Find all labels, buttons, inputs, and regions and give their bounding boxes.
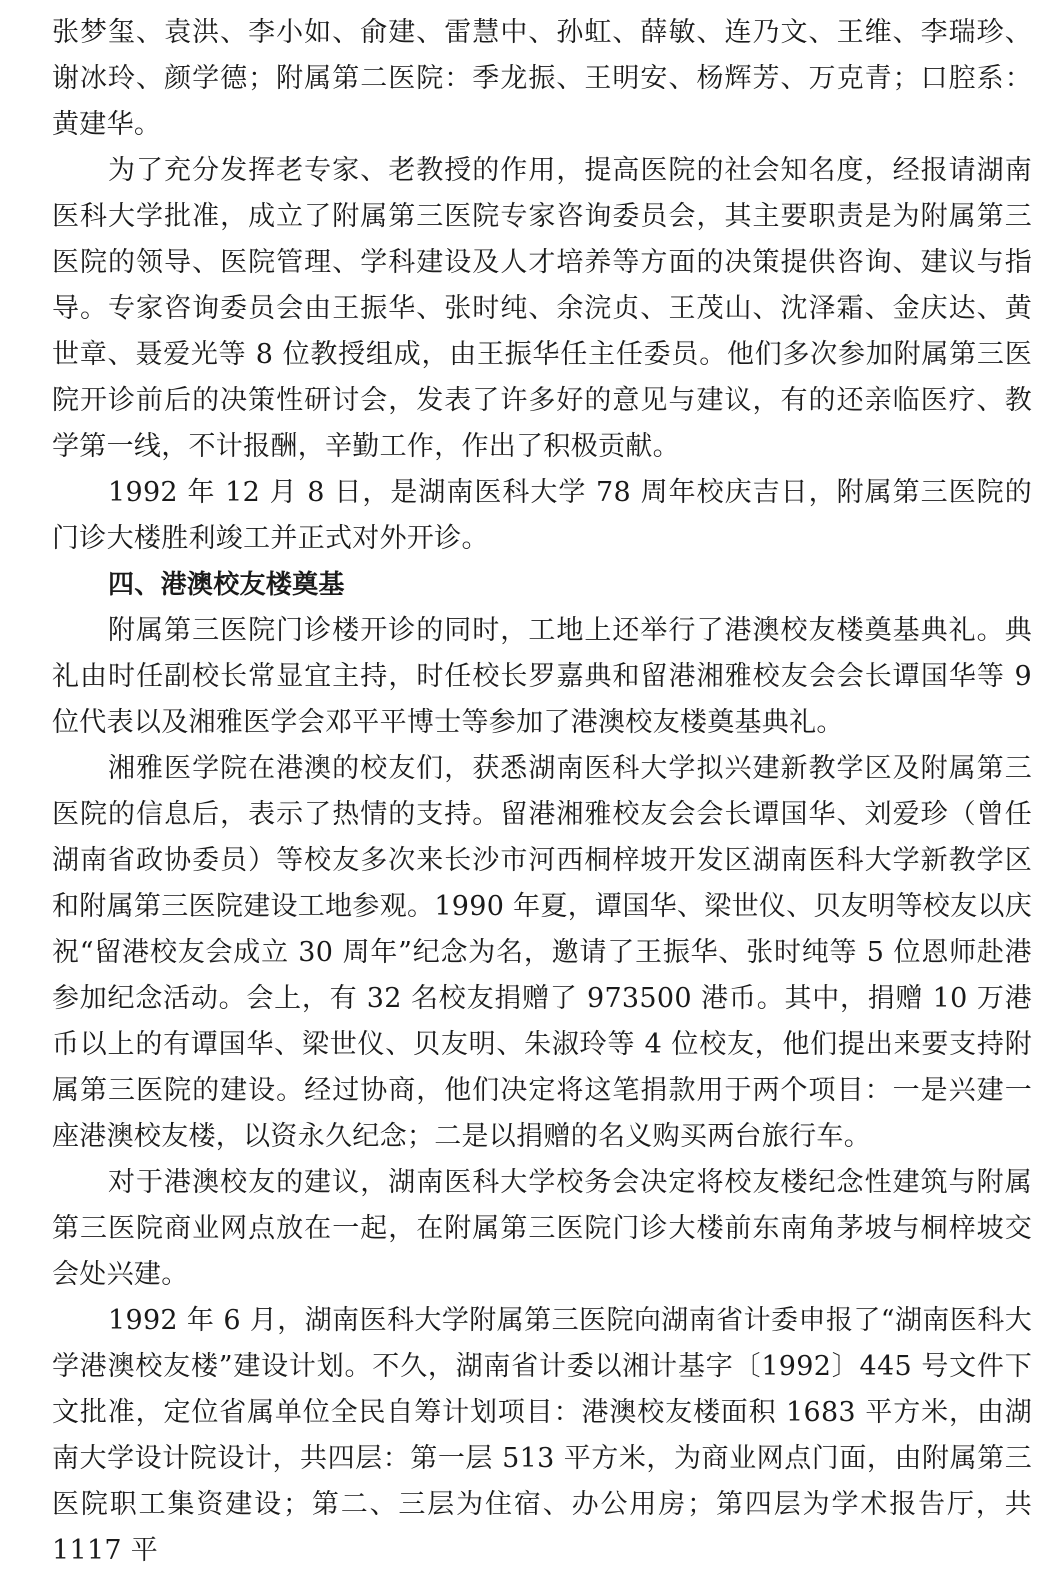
- paragraph-opening-date: 1992 年 12 月 8 日，是湖南医科大学 78 周年校庆吉日，附属第三医院的门诊大楼胜利竣工并正式对外开诊。: [52, 477, 1032, 554]
- paragraph-building-decision: 对于港澳校友的建议，湖南医科大学校务会决定将校友楼纪念性建筑与附属第三医院商业网点放在一起，在附属第三医院门诊大楼前东南角茅坡与桐梓坡交会处兴建。: [52, 1167, 1032, 1290]
- paragraph-construction-plan: 1992 年 6 月，湖南医科大学附属第三医院向湖南省计委申报了“湖南医科大学港澳校友楼”建设计划。不久，湖南省计委以湘计基字〔1992〕445 号文件下文批准，定位省属单位全民自筹计划项目：港澳校友楼面积 1683 平方米，由湖南大学设计院设计，共四层：第一层 513 平方米，为商业网点门面，由附属第三医院职工集资建设；第二、三层为住宿、办公用房；第四层为学术报告厅，共 1117 平: [52, 1305, 1032, 1566]
- paragraph-expert-committee: 为了充分发挥老专家、老教授的作用，提高医院的社会知名度，经报请湖南医科大学批准，成立了附属第三医院专家咨询委员会，其主要职责是为附属第三医院的领导、医院管理、学科建设及人才培养等方面的决策提供咨询、建议与指导。专家咨询委员会由王振华、张时纯、余浣贞、王茂山、沈泽霜、金庆达、黄世章、聂爱光等 8 位教授组成，由王振华任主任委员。他们多次参加附属第三医院开诊前后的决策性研讨会，发表了许多好的意见与建议，有的还亲临医疗、教学第一线，不计报酬，辛勤工作，作出了积极贡献。: [52, 155, 1032, 462]
- section-heading: 四、港澳校友楼奠基: [108, 570, 345, 600]
- document-page: [52, 10, 1032, 1574]
- paragraph-foundation-ceremony: 附属第三医院门诊楼开诊的同时，工地上还举行了港澳校友楼奠基典礼。典礼由时任副校长常显宜主持，时任校长罗嘉典和留港湘雅校友会会长谭国华等 9 位代表以及湘雅医学会邓平平博士等参加了港澳校友楼奠基典礼。: [52, 615, 1032, 738]
- paragraph-continuation: 张梦玺、袁洪、李小如、俞建、雷慧中、孙虹、薛敏、连乃文、王维、李瑞珍、谢冰玲、颜学德；附属第二医院：季龙振、王明安、杨辉芳、万克青；口腔系：黄建华。: [52, 17, 1032, 140]
- paragraph-alumni-support: 湘雅医学院在港澳的校友们，获悉湖南医科大学拟兴建新教学区及附属第三医院的信息后，表示了热情的支持。留港湘雅校友会会长谭国华、刘爱珍（曾任湖南省政协委员）等校友多次来长沙市河西桐梓坡开发区湖南医科大学新教学区和附属第三医院建设工地参观。1990 年夏，谭国华、梁世仪、贝友明等校友以庆祝“留港校友会成立 30 周年”纪念为名，邀请了王振华、张时纯等 5 位恩师赴港参加纪念活动。会上，有 32 名校友捐赠了 973500 港币。其中，捐赠 10 万港币以上的有谭国华、梁世仪、贝友明、朱淑玲等 4 位校友，他们提出来要支持附属第三医院的建设。经过协商，他们决定将这笔捐款用于两个项目：一是兴建一座港澳校友楼，以资永久纪念；二是以捐赠的名义购买两台旅行车。: [52, 753, 1032, 1152]
